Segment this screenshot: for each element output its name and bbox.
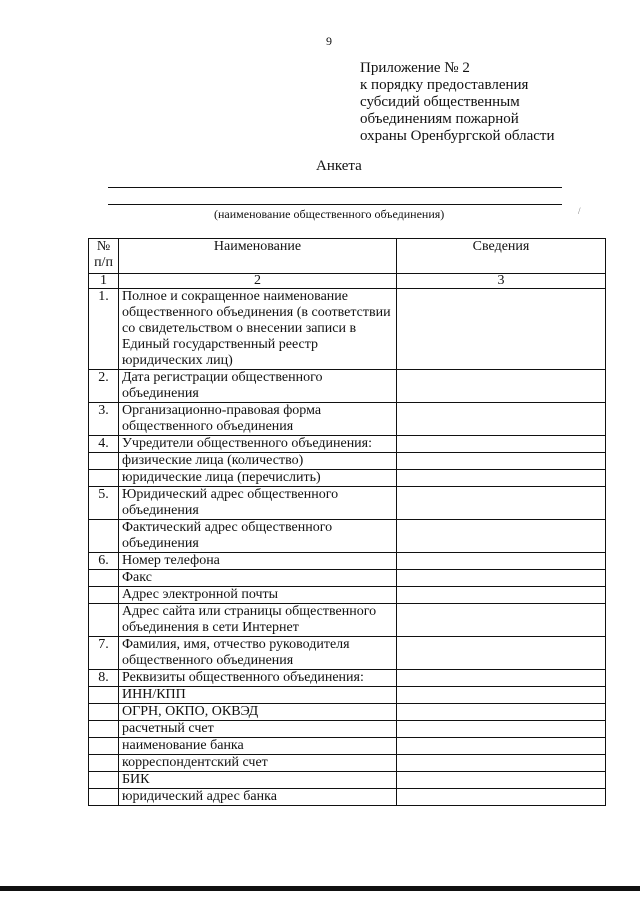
appendix-line: Приложение № 2 — [360, 60, 470, 76]
table-row — [89, 670, 606, 687]
row-number: 1. — [89, 289, 119, 370]
row-number: 7. — [89, 637, 119, 670]
row-number — [89, 772, 119, 789]
row-label: Реквизиты общественного объединения: — [119, 670, 397, 687]
appendix-line: к порядку предоставления — [360, 77, 529, 93]
row-number: 6. — [89, 553, 119, 570]
name-fill-line[interactable] — [108, 187, 562, 188]
column-index: 3 — [397, 274, 606, 289]
info-field[interactable] — [397, 789, 606, 806]
table-row — [89, 738, 606, 755]
info-field[interactable] — [397, 436, 606, 453]
row-number: 2. — [89, 370, 119, 403]
column-index: 1 — [89, 274, 119, 289]
appendix-block — [360, 60, 554, 145]
row-label: юридические лица (перечислить) — [119, 470, 397, 487]
table-row — [89, 570, 606, 587]
row-number — [89, 789, 119, 806]
info-field[interactable] — [397, 453, 606, 470]
row-number — [89, 738, 119, 755]
info-field[interactable] — [397, 755, 606, 772]
row-number — [89, 570, 119, 587]
table-row — [89, 436, 606, 453]
info-field[interactable] — [397, 403, 606, 436]
info-field[interactable] — [397, 738, 606, 755]
row-number — [89, 520, 119, 553]
column-index: 2 — [119, 274, 397, 289]
header-name: Наименование — [119, 239, 397, 274]
column-index-row — [89, 274, 606, 289]
table-row — [89, 721, 606, 738]
info-field[interactable] — [397, 721, 606, 738]
name-fill-line[interactable] — [108, 204, 562, 205]
row-label: Фактический адрес общественного объединения — [119, 520, 397, 553]
info-field[interactable] — [397, 570, 606, 587]
row-label: Юридический адрес общественного объединения — [119, 487, 397, 520]
row-label: ИНН/КПП — [119, 687, 397, 704]
header-num: № п/п — [89, 239, 119, 274]
row-number: 8. — [89, 670, 119, 687]
row-number — [89, 587, 119, 604]
table-row — [89, 370, 606, 403]
table-row — [89, 403, 606, 436]
row-number — [89, 604, 119, 637]
row-label: физические лица (количество) — [119, 453, 397, 470]
table-row — [89, 687, 606, 704]
row-number: 3. — [89, 403, 119, 436]
table-row — [89, 755, 606, 772]
row-label: Номер телефона — [119, 553, 397, 570]
table-row — [89, 289, 606, 370]
row-number: 5. — [89, 487, 119, 520]
table-row — [89, 520, 606, 553]
row-label: Полное и сокращенное наименование общественного объединения (в соответствии со свидетельством о внесении записи в Единый государственный реестр юридических лиц) — [119, 289, 397, 370]
form-title: Анкета — [316, 158, 362, 174]
row-label: Фамилия, имя, отчество руководителя общественного объединения — [119, 637, 397, 670]
info-field[interactable] — [397, 289, 606, 370]
info-field[interactable] — [397, 687, 606, 704]
table-row — [89, 587, 606, 604]
row-number — [89, 704, 119, 721]
table-row — [89, 637, 606, 670]
appendix-line: объединениям пожарной — [360, 111, 519, 127]
table-row — [89, 772, 606, 789]
row-label: Факс — [119, 570, 397, 587]
row-label: наименование банка — [119, 738, 397, 755]
questionnaire-table — [88, 238, 606, 806]
info-field[interactable] — [397, 520, 606, 553]
row-label: Организационно-правовая форма общественного объединения — [119, 403, 397, 436]
row-number — [89, 755, 119, 772]
info-field[interactable] — [397, 470, 606, 487]
appendix-line: субсидий общественным — [360, 94, 520, 110]
row-label: Адрес электронной почты — [119, 587, 397, 604]
header-info: Сведения — [397, 239, 606, 274]
name-caption: (наименование общественного объединения) — [214, 207, 445, 221]
bottom-border-line — [0, 886, 640, 891]
info-field[interactable] — [397, 704, 606, 721]
info-field[interactable] — [397, 553, 606, 570]
info-field[interactable] — [397, 487, 606, 520]
row-label: БИК — [119, 772, 397, 789]
table-row — [89, 604, 606, 637]
table-row — [89, 704, 606, 721]
info-field[interactable] — [397, 637, 606, 670]
row-label: Дата регистрации общественного объединения — [119, 370, 397, 403]
table-header-row — [89, 239, 606, 274]
table-row — [89, 789, 606, 806]
row-number — [89, 470, 119, 487]
row-label: корреспондентский счет — [119, 755, 397, 772]
appendix-line: охраны Оренбургской области — [360, 128, 555, 144]
row-number: 4. — [89, 436, 119, 453]
row-label: Адрес сайта или страницы общественного объединения в сети Интернет — [119, 604, 397, 637]
info-field[interactable] — [397, 587, 606, 604]
row-number — [89, 453, 119, 470]
info-field[interactable] — [397, 772, 606, 789]
row-label: ОГРН, ОКПО, ОКВЭД — [119, 704, 397, 721]
table-row — [89, 487, 606, 520]
row-label: Учредители общественного объединения: — [119, 436, 397, 453]
info-field[interactable] — [397, 670, 606, 687]
table-row — [89, 470, 606, 487]
table-row — [89, 453, 606, 470]
row-number — [89, 721, 119, 738]
info-field[interactable] — [397, 604, 606, 637]
page-number: 9 — [326, 34, 332, 48]
table-row — [89, 553, 606, 570]
scan-mark: / — [578, 206, 581, 216]
row-label: расчетный счет — [119, 721, 397, 738]
row-label: юридический адрес банка — [119, 789, 397, 806]
row-number — [89, 687, 119, 704]
info-field[interactable] — [397, 370, 606, 403]
